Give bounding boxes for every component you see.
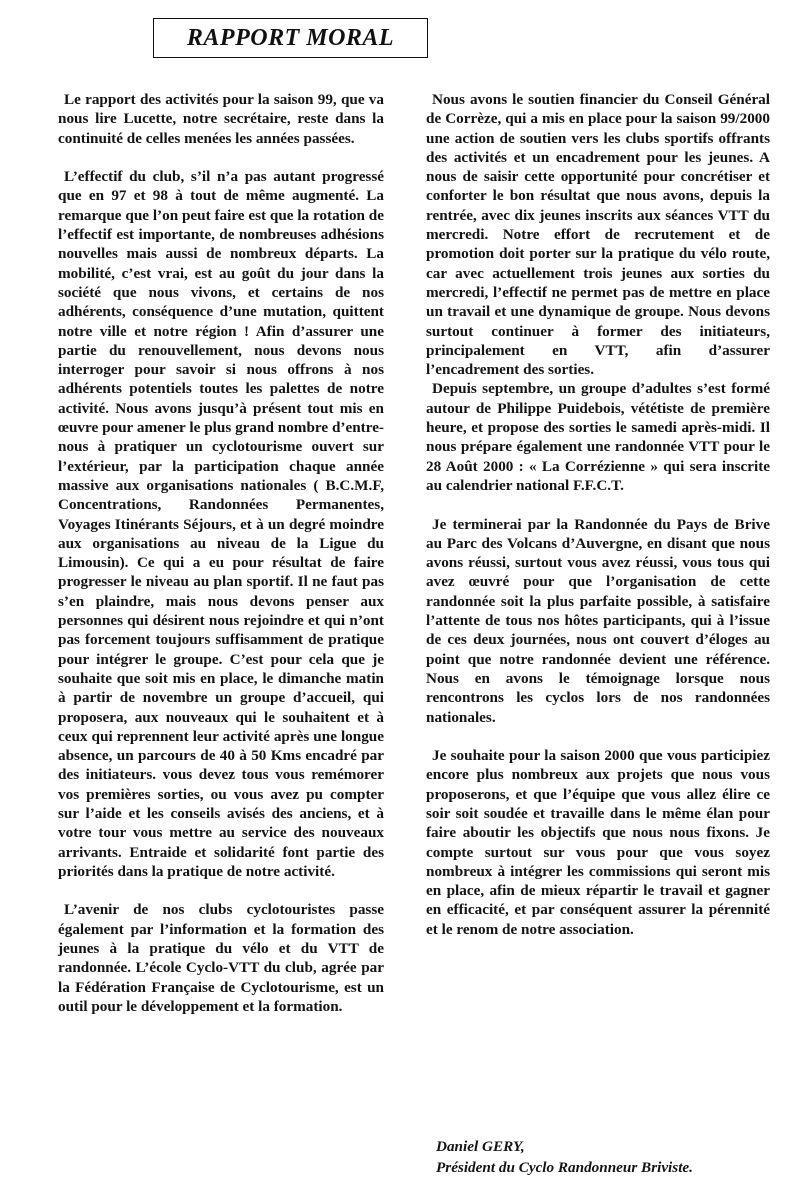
left-column (58, 90, 384, 1036)
paragraph-avenir: L’avenir de nos clubs cyclotouristes passe également par l’information et la formation des jeunes à la pratique du vélo et du VTT de randonnée. L’école Cyclo-VTT du club, agrée par la Fédération Française de Cyclotourisme, est un outil pour le développement et la formation. (58, 901, 384, 1015)
paragraph-adultes: Depuis septembre, un groupe d’adultes s’est formé autour de Philippe Puidebois, vététiste de première heure, et propose des sorties le samedi après-midi. Il nous prépare également une randonnée VTT pour le 28 Août 2000 : « La Corrézienne » qui sera inscrite au calendrier national F.F.C.T. (426, 380, 770, 494)
signature-role: Président du Cyclo Randonneur Briviste. (436, 1159, 693, 1176)
paragraph-effectif: L’effectif du club, s’il n’a pas autant progressé que en 97 et 98 à tout de même augmenté. La remarque que l’on peut faire est que la rotation de l’effectif est importante, de nombreuses adhésions nouvelles mais aussi de nombreux départs. La mobilité, c’est vrai, est au goût du jour dans la société que nous vivons, et certains de nos adhérents, conséquence d’une mutation, quittent notre ville et notre région ! Afin d’assurer une partie du renouvellement, nous devons nous interroger pour savoir si nous offrons à nos adhérents potentiels toutes les palettes de notre activité. Nous avons jusqu’à présent tout mis en œuvre pour amener le plus grand nombre d’entre-nous à pratiquer un cyclotourisme ouvert sur l’extérieur, par la participation chaque année massive aux organisations nationales ( B.C.M.F, Concentrations, Randonnées Permanentes, Voyages Itinérants Séjours, et à un degré moindre aux organisations au niveau de la Ligue du Limousin). Ce qui a eu pour résultat de faire progresser le niveau au plan sportif. Il ne faut pas s’en plaindre, mais nous devons penser aux personnes qui désirent nous rejoindre et qui n’ont pas forcement toujours suffisamment de pratique pour intégrer le groupe. C’est pour cela que je souhaite que soit mis en place, le dimanche matin à partir de novembre un groupe d’accueil, qui proposera, aux nouveaux qui le souhaitent et à ceux qui reprennent leur activité après une longue absence, un parcours de 40 à 50 Kms encadré par des initiateurs. vous devez tous vous remémorer vos premières sorties, ou vous avez pu compter sur l’aide et les conseils avisés des anciens, et à votre tour vous mettre au service des nouveaux arrivants. Entraide et solidarité font partie des priorités dans la pratique de notre activité. (58, 168, 384, 880)
signature-block (436, 1136, 693, 1178)
paragraph-intro: Le rapport des activités pour la saison 99, que va nous lire Lucette, notre secrétaire, reste dans la continuité de celles menées les années passées. (58, 91, 384, 147)
signature-name: Daniel GERY, (436, 1138, 525, 1155)
title-box (153, 18, 428, 58)
paragraph-souhait: Je souhaite pour la saison 2000 que vous participiez encore plus nombreux aux projets que nous vous proposerons, et que l’équipe que vous allez élire ce soir soit soudée et travaille dans le même élan pour faire aboutir les objectifs que nous nous fixons. Je compte surtout sur vous pour que vous soyez nombreux à intégrer les commissions qui seront mis en place, afin de mieux répartir le travail et gagner en efficacité, et par conséquent assurer la pérennité et le renom de notre association. (426, 747, 770, 938)
right-column (426, 90, 770, 958)
paragraph-soutien: Nous avons le soutien financier du Conseil Général de Corrèze, qui a mis en place pour la saison 99/2000 une action de soutien vers les clubs sportifs offrants des activités et un encadrement pour les jeunes. A nous de saisir cette opportunité pour concrétiser et conforter le bon résultat que nous avons, depuis la rentrée, avec dix jeunes inscrits aux séances VTT du mercredi. Notre effort de recrutement et de promotion doit porter sur la pratique du vélo route, car avec actuellement trois jeunes aux sorties du mercredi, l’effectif ne permet pas de mettre en place un travail et une dynamique de groupe. Nous devons surtout continuer à former des initiateurs, principalement en VTT, afin d’assurer l’encadrement des sorties. (426, 91, 770, 379)
page-title: RAPPORT MORAL (186, 24, 395, 51)
paragraph-randonnee: Je terminerai par la Randonnée du Pays de Brive au Parc des Volcans d’Auvergne, en disant que nous avons réussi, surtout vous avez réussi, vous tous qui avez œuvré pour que l’organisation de cette randonnée soit la plus parfaite possible, à satisfaire l’attente de tous nos hôtes participants, qui à l’issue de ces deux journées, nous ont couvert d’éloges au point que notre randonnée devient une référence. Nous en avons le témoignage lorsque nous rencontrons les cyclos lors de nos randonnées nationales. (426, 515, 770, 726)
